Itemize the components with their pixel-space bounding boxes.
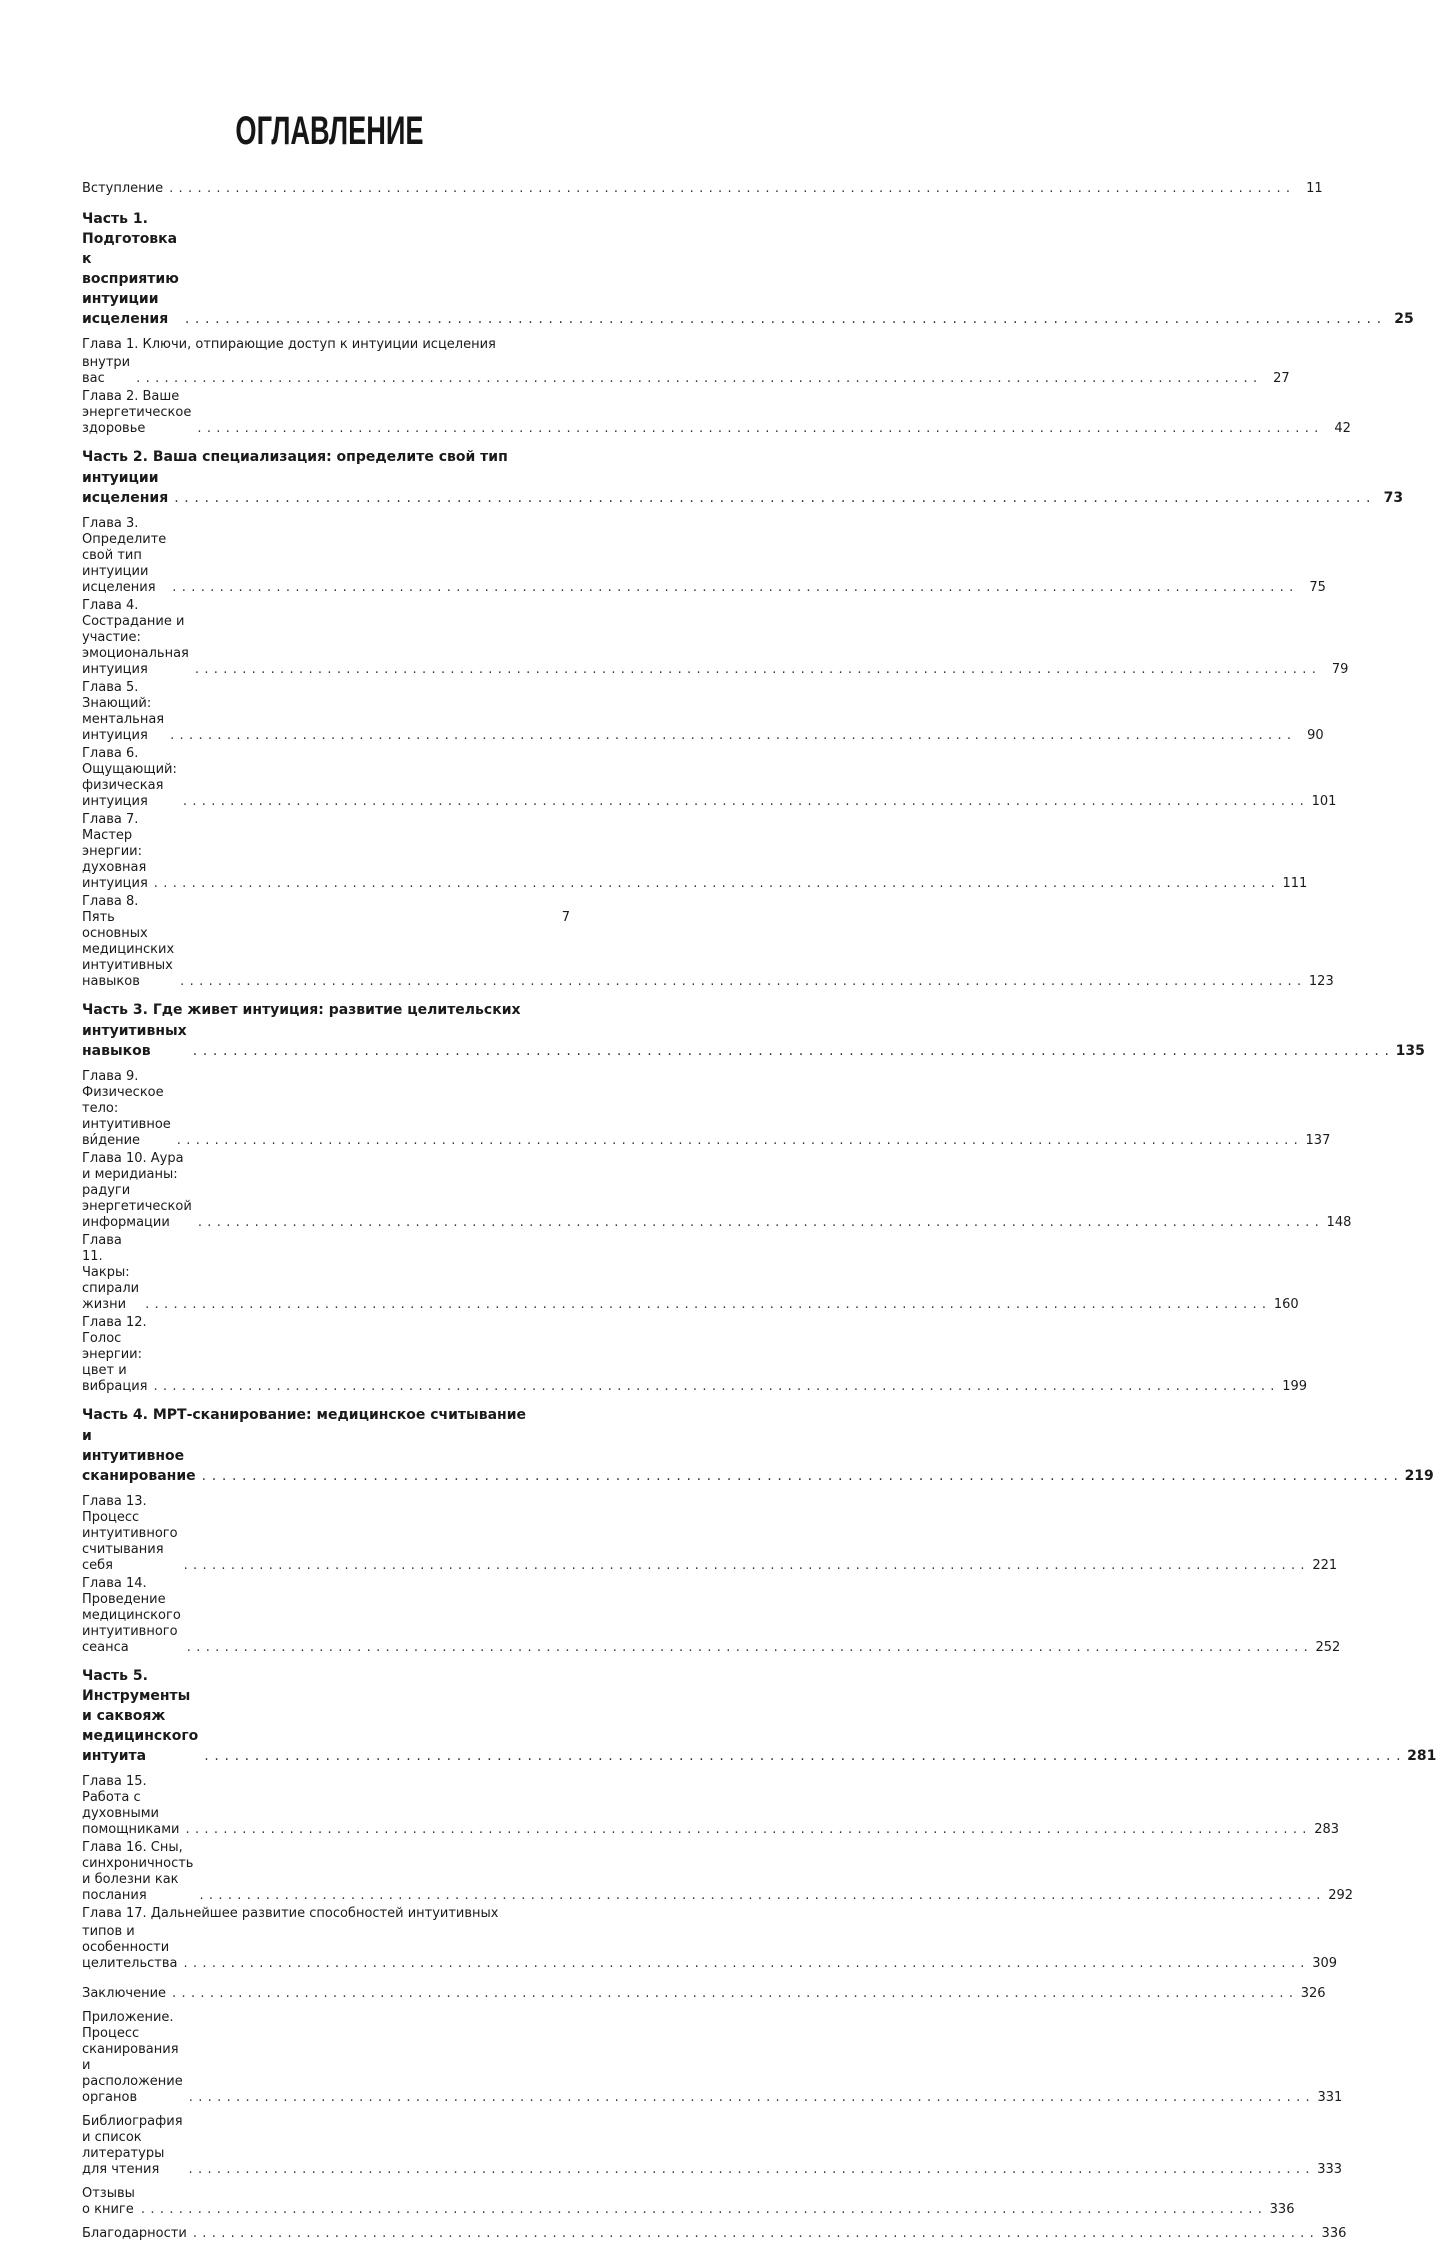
toc-entry-page: 333 bbox=[1317, 2162, 1343, 2177]
toc-entry-page: 281 bbox=[1407, 1748, 1436, 1764]
toc-entry-title: типов и особенности целительства bbox=[82, 1924, 178, 1971]
toc-entry-title: Глава 15. Работа с духовными помощниками bbox=[82, 1774, 180, 1837]
toc-chapter-16 bbox=[82, 1840, 1354, 1904]
toc-entry-title: Отзывы о книге bbox=[82, 2186, 135, 2217]
toc-part-3 bbox=[82, 1021, 1425, 1061]
toc-chapter-17 bbox=[82, 1924, 1338, 1972]
toc-chapter-7 bbox=[82, 812, 1308, 892]
leader-dots bbox=[136, 371, 1258, 387]
toc-entry-title: Глава 6. Ощущающий: физическая интуиция bbox=[82, 746, 177, 809]
toc-chapter-14 bbox=[82, 1576, 1341, 1656]
leader-dots bbox=[169, 181, 1291, 197]
toc-entry-title: Глава 11. Чакры: спирали жизни bbox=[82, 1233, 140, 1312]
toc-entry-page: 309 bbox=[1312, 1956, 1338, 1971]
toc-entry-page: 90 bbox=[1307, 728, 1324, 743]
leader-dots bbox=[197, 421, 1319, 437]
leader-dots bbox=[174, 488, 1371, 508]
leader-dots bbox=[193, 1041, 1390, 1061]
toc-entry-title: интуиции исцеления bbox=[82, 470, 169, 506]
leader-dots bbox=[145, 1297, 1267, 1313]
leader-dots bbox=[202, 1466, 1399, 1486]
toc-entry-page: 252 bbox=[1315, 1640, 1341, 1655]
toc-entry-page: 137 bbox=[1305, 1133, 1331, 1148]
toc-entry-intro bbox=[82, 181, 1323, 197]
toc-part-2 bbox=[82, 468, 1404, 508]
toc-entry-title: Часть 5. Инструменты и саквояж медицинского интуита bbox=[82, 1668, 199, 1764]
toc-chapter-11 bbox=[82, 1233, 1299, 1313]
leader-dots bbox=[187, 1640, 1309, 1656]
toc-entry-page: 42 bbox=[1334, 421, 1351, 436]
toc-entry-title: внутри вас bbox=[82, 355, 131, 386]
toc-entry-title: Глава 9. Физическое тело: интуитивное ви́дение bbox=[82, 1069, 171, 1148]
leader-dots bbox=[172, 1986, 1294, 2002]
toc-entry-page: 331 bbox=[1317, 2090, 1343, 2105]
leader-dots bbox=[172, 580, 1294, 596]
toc-entry-title: и интуитивное сканирование bbox=[82, 1428, 196, 1484]
toc-bibliography bbox=[82, 2114, 1343, 2178]
toc-entry-page: 135 bbox=[1395, 1043, 1425, 1059]
toc-entry-page: 75 bbox=[1309, 580, 1326, 595]
page-title: ОГЛАВЛЕНИЕ bbox=[235, 109, 424, 153]
toc-entry-title: Глава 10. Аура и меридианы: радуги энергетической информации bbox=[82, 1151, 192, 1230]
toc-part-2-line1: Часть 2. Ваша специализация: определите свой тип bbox=[82, 449, 508, 465]
toc-entry-title: Глава 4. Сострадание и участие: эмоциональная интуиция bbox=[82, 598, 189, 677]
toc-entry-title: Глава 7. Мастер энергии: духовная интуиция bbox=[82, 812, 148, 891]
toc-entry-page: 283 bbox=[1314, 1822, 1340, 1837]
leader-dots bbox=[180, 974, 1302, 990]
toc-entry-page: 101 bbox=[1311, 794, 1337, 809]
toc-chapter-4 bbox=[82, 598, 1349, 678]
toc-entry-title: Глава 8. Пять основных медицинских интуитивных навыков bbox=[82, 894, 175, 989]
toc-chapter-2 bbox=[82, 389, 1351, 437]
toc-entry-title: Библиография и список литературы для чтения bbox=[82, 2114, 183, 2177]
toc-appendix bbox=[82, 2010, 1343, 2106]
toc-entry-title: Глава 2. Ваше энергетическое здоровье bbox=[82, 389, 192, 436]
toc-entry-page: 336 bbox=[1269, 2202, 1295, 2217]
toc-entry-title: Благодарности bbox=[82, 2226, 187, 2241]
toc-chapter-8 bbox=[82, 894, 1334, 990]
leader-dots bbox=[170, 728, 1292, 744]
toc-entry-title: Заключение bbox=[82, 1986, 167, 2001]
toc-entry-page: 111 bbox=[1282, 876, 1308, 891]
toc-entry-title: Глава 5. Знающий: ментальная интуиция bbox=[82, 680, 165, 743]
toc-entry-page: 160 bbox=[1273, 1297, 1299, 1312]
toc-entry-page: 199 bbox=[1282, 1379, 1308, 1394]
leader-dots bbox=[185, 1822, 1307, 1838]
leader-dots bbox=[189, 2090, 1311, 2106]
leader-dots bbox=[153, 1379, 1275, 1395]
toc-chapter-13 bbox=[82, 1494, 1338, 1574]
leader-dots bbox=[198, 1215, 1320, 1231]
toc-entry-page: 11 bbox=[1306, 181, 1323, 196]
toc-entry-title: интуитивных навыков bbox=[82, 1023, 187, 1059]
toc-entry-title: Приложение. Процесс сканирования и расположение органов bbox=[82, 2010, 183, 2105]
leader-dots bbox=[154, 876, 1276, 892]
toc-chapter-15 bbox=[82, 1774, 1340, 1838]
leader-dots bbox=[204, 1746, 1401, 1766]
leader-dots bbox=[199, 1888, 1321, 1904]
leader-dots bbox=[193, 2226, 1315, 2242]
toc-part-5 bbox=[82, 1666, 1436, 1766]
toc-entry-page: 336 bbox=[1321, 2226, 1347, 2241]
toc-entry-page: 79 bbox=[1331, 662, 1349, 677]
leader-dots bbox=[141, 2202, 1263, 2218]
leader-dots bbox=[177, 1133, 1299, 1149]
toc-reviews bbox=[82, 2186, 1295, 2218]
toc-chapter-17-line1: Глава 17. Дальнейшее развитие способностей интуитивных bbox=[82, 1906, 499, 1921]
toc-entry-page: 73 bbox=[1383, 490, 1404, 506]
toc-acknowledgements bbox=[82, 2226, 1347, 2242]
toc-part-1 bbox=[82, 209, 1414, 329]
toc-conclusion bbox=[82, 1986, 1326, 2002]
leader-dots bbox=[183, 794, 1305, 810]
toc-chapter-9 bbox=[82, 1069, 1331, 1149]
toc-entry-page: 219 bbox=[1404, 1468, 1434, 1484]
toc-entry-page: 326 bbox=[1300, 1986, 1326, 2001]
toc-chapter-10 bbox=[82, 1151, 1352, 1231]
toc-chapter-5 bbox=[82, 680, 1324, 744]
toc-entry-title: Глава 16. Сны, синхроничность и болезни как послания bbox=[82, 1840, 194, 1903]
leader-dots bbox=[183, 1956, 1305, 1972]
toc-entry-page: 221 bbox=[1312, 1558, 1338, 1573]
leader-dots bbox=[185, 309, 1382, 329]
page-number: 7 bbox=[561, 910, 570, 925]
toc-chapter-6 bbox=[82, 746, 1337, 810]
toc-entry-title: Глава 3. Определите свой тип интуиции исцеления bbox=[82, 516, 167, 595]
toc-part-3-line1: Часть 3. Где живет интуиция: развитие целительских bbox=[82, 1002, 521, 1018]
toc-entry-page: 123 bbox=[1308, 974, 1334, 989]
toc-entry-title: Глава 13. Процесс интуитивного считывания себя bbox=[82, 1494, 178, 1573]
leader-dots bbox=[184, 1558, 1306, 1574]
toc-chapter-3 bbox=[82, 516, 1326, 596]
toc-entry-page: 292 bbox=[1328, 1888, 1354, 1903]
leader-dots bbox=[195, 662, 1317, 678]
toc-chapter-1-line1: Глава 1. Ключи, отпирающие доступ к интуиции исцеления bbox=[82, 337, 496, 352]
leader-dots bbox=[189, 2162, 1311, 2178]
toc-entry-page: 27 bbox=[1273, 371, 1290, 386]
toc-entry-title: Глава 14. Проведение медицинского интуитивного сеанса bbox=[82, 1576, 181, 1655]
toc-part-4-line1: Часть 4. МРТ-сканирование: медицинское считывание bbox=[82, 1407, 526, 1423]
toc-entry-title: Часть 1. Подготовка к восприятию интуиции исцеления bbox=[82, 211, 179, 327]
toc-entry-title: Вступление bbox=[82, 181, 164, 196]
toc-part-4 bbox=[82, 1426, 1434, 1486]
toc-entry-title: Глава 12. Голос энергии: цвет и вибрация bbox=[82, 1315, 148, 1394]
toc-entry-page: 148 bbox=[1326, 1215, 1352, 1230]
toc-chapter-1 bbox=[82, 355, 1290, 387]
table-of-contents bbox=[82, 175, 1436, 2242]
toc-entry-page: 25 bbox=[1394, 311, 1414, 327]
toc-chapter-12 bbox=[82, 1315, 1308, 1395]
